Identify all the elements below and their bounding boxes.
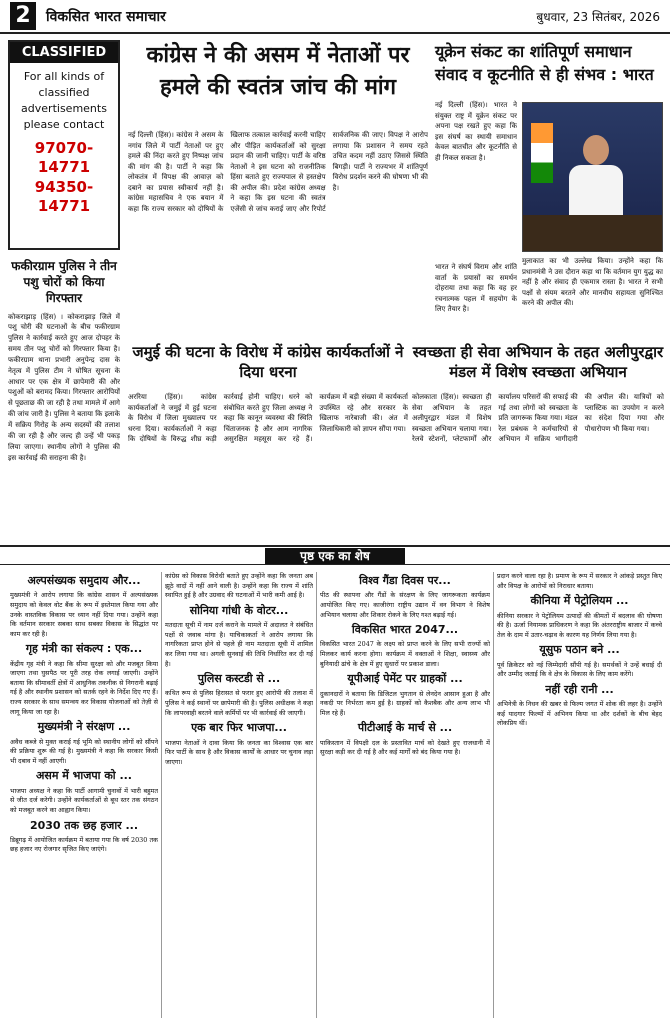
column-heading: विकसित भारत 2047...: [351, 623, 459, 637]
desk-shape: [523, 215, 663, 251]
column-heading: विश्व गैंडा दिवस पर...: [359, 574, 451, 587]
column-heading: नहीं रही रानी ...: [545, 682, 614, 696]
column-heading: पीटीआई के मार्च से ...: [357, 721, 453, 735]
page-number: 2: [10, 2, 36, 30]
column-rule: [316, 572, 317, 1018]
masthead: [0, 0, 670, 34]
paper-name: विकसित भारत समाचार: [46, 9, 166, 25]
column-text: दुकानदारों ने बताया कि डिजिटल भुगतान से लेनदेन आसान हुआ है और नकदी पर निर्भरता कम हुई है। ग्राहकों को कैशबैक और अन्य लाभ भी मिल रहे हैं।: [320, 689, 490, 717]
column-text: अभिनेत्री के निधन की खबर से फिल्म जगत में शोक की लहर है। उन्होंने कई यादगार फिल्मों में अभिनय किया था और दर्शकों के बीच बेहद लोकप्रिय थीं।: [497, 700, 662, 728]
flag-image: [531, 123, 553, 183]
classified-body: For all kinds of classified advertisements please contact: [21, 70, 107, 131]
classified-phone-1: 97070-14771: [34, 138, 94, 177]
column-rule: [161, 572, 162, 1018]
classified-title: CLASSIFIED: [10, 42, 118, 63]
column-text: पूर्व क्रिकेटर को नई जिम्मेदारी सौंपी गई है। समर्थकों ने उन्हें बधाई दी और उम्मीद जताई कि वे क्षेत्र के विकास के लिए काम करेंगे।: [497, 660, 662, 679]
column-heading: यूपीआई पेमेंट पर ग्राहकों ...: [347, 672, 463, 686]
column-text: कीनिया सरकार ने पेट्रोलियम उत्पादों की कीमतों में बदलाव की घोषणा की है। ऊर्जा नियामक प्राधिकरण ने कहा कि अंतरराष्ट्रीय बाजार में कच्चे तेल के दाम में उतार-चढ़ाव के कारण यह निर्णय लिया गया है।: [497, 611, 662, 639]
column-text: कथित रूप से पुलिस हिरासत से फरार हुए आरोपी की तलाश में पुलिस ने कई स्थानों पर छापेमारी की है। पुलिस अधीक्षक ने कहा कि लापरवाही बरतने वाले कर्मियों पर भी कार्रवाई की जाएगी।: [165, 689, 313, 717]
column-text: मतदाता सूची में नाम दर्ज कराने के मामले में अदालत ने संबंधित पक्षों से जवाब मांगा है। याचिकाकर्ता ने आरोप लगाया कि नागरिकता प्राप्त होने से पहले ही नाम मतदाता सूची में शामिल कर लिया गया था। अगली सुनवाई की तिथि निर्धारित कर दी गई है।: [165, 621, 313, 668]
column-heading: गृह मंत्री का संकल्प : एक...: [25, 642, 143, 656]
column-heading: यूसुफ पठान बने ...: [539, 643, 620, 657]
ukraine-tail: भारत ने संघर्ष विराम और शांति वार्ता के प्रयासों का समर्थन दोहराया तथा कहा कि वह हर रचनात्मक पहल में सहयोग के लिए तैयार है।: [435, 263, 517, 313]
column-heading: असम में भाजपा को ...: [36, 769, 132, 783]
classified-box: [8, 40, 120, 250]
section-bar: [0, 545, 670, 565]
continuation-column-2: [165, 572, 313, 1018]
column-text: भाजपा अध्यक्ष ने कहा कि पार्टी आगामी चुनावों में भारी बहुमत से जीत दर्ज करेगी। उन्होंने कार्यकर्ताओं से बूथ स्तर तक संगठन को मजबूत करने का आह्वान किया।: [10, 786, 158, 814]
ukraine-headline: यूक्रेन संकट का शांतिपूर्ण समाधान संवाद व कूटनीति से ही संभव : भारत: [435, 42, 654, 85]
ukraine-body-continued: मुलाकात का भी उल्लेख किया। उन्होंने कहा कि प्रधानमंत्री ने उस दौरान कहा था कि वर्तमान युग युद्ध का नहीं है और संवाद ही एकमात्र रास्ता है। भारत ने सभी पक्षों से संयम बरतने और मानवीय सहायता सुनिश्चित करने की अपील की।: [522, 257, 663, 307]
column-heading: पुलिस कस्टडी से ...: [197, 672, 281, 686]
column-text: प्रदान करने वाला रहा है। प्रमाण के रूप में सरकार ने आंकड़े प्रस्तुत किए और विपक्ष के आरोपों को निराधार बताया।: [497, 572, 662, 590]
lead-headline: कांग्रेस ने की असम में नेताओं पर हमले की स्वतंत्र जांच की मांग: [146, 43, 410, 100]
column-heading: एक बार फिर भाजपा...: [191, 721, 287, 735]
ukraine-photo: [522, 102, 663, 252]
issue-date: बुधवार, 23 सितंबर, 2026: [536, 10, 660, 24]
swachhata-headline: स्वच्छता ही सेवा अभियान के तहत अलीपुरद्वार मंडल में विशेष स्वच्छता अभियान: [412, 343, 664, 382]
column-text: भाजपा नेताओं ने दावा किया कि जनता का विश्वास एक बार फिर पार्टी के साथ है और विकास कार्यों के आधार पर चुनाव लड़ा जाएगा।: [165, 738, 313, 766]
jamui-body: अररिया (हिंस)। कांग्रेस कार्यकर्ताओं ने जमुई में हुई घटना के विरोध में जिला मुख्यालय पर धरना दिया। कार्यकर्ताओं ने कहा कि दोषियों के विरुद्ध शीघ्र कड़ी कार्रवाई होनी चाहिए। धरने को संबोधित करते हुए जिला अध्यक्ष ने कहा कि कानून व्यवस्था की स्थिति चिंताजनक है और आम नागरिक असुरक्षित महसूस कर रहे हैं। कार्यक्रम में बड़ी संख्या में कार्यकर्ता उपस्थित रहे और सरकार के खिलाफ नारेबाजी की। अंत में जिलाधिकारी को ज्ञापन सौंपा गया।: [128, 393, 408, 443]
column-heading: अल्पसंख्यक समुदाय और...: [27, 574, 141, 587]
column-heading: मुख्यमंत्री ने संरक्षण ...: [37, 720, 131, 734]
classified-phone-2: 94350-14771: [34, 177, 94, 216]
jamui-headline: जमुई की घटना के विरोध में कांग्रेस कार्यकर्ताओं ने दिया धरना: [132, 343, 404, 382]
side-story-body: कोकराझाड़ (हिंस) । कोकराझाड़ जिले में पशु चोरी की घटनाओं के बीच फकीरग्राम पुलिस ने कार्रवाई करते हुए आज दोपहर के समय तीन पशु चोरों को गिरफ्तार किया है। फकीरग्राम थाना प्रभारी अनुपेन्द्र दास के नेतृत्व में पुलिस टीम ने घोषित सूचना के आधार पर एक क्षेत्र में छापेमारी की और पशुओं को बरामद किया। गिरफ्तार आरोपियों से पूछताछ की जा रही है तथा मामले में आगे की जांच जारी है। पुलिस ने बताया कि इलाके में सक्रिय गिरोह के अन्य सदस्यों की तलाश की जा रही है और जल्द ही उन्हें भी पकड़ लिया जाएगा। स्थानीय लोगों ने पुलिस की इस कार्रवाई की सराहना की है।: [8, 312, 120, 462]
column-text: डिब्रूगढ़ में आयोजित कार्यक्रम में बताया गया कि वर्ष 2030 तक छह हजार नए रोजगार सृजित किए जाएंगे।: [10, 835, 158, 854]
continuation-column-3: [320, 572, 490, 1018]
lead-body: नई दिल्ली (हिंस)। कांग्रेस ने असम के नगांव जिले में पार्टी नेताओं पर हुए हमले की निंदा करते हुए निष्पक्ष जांच की मांग की है। पार्टी ने कहा कि लोकतंत्र में विपक्ष की आवाज़ को दबाने का प्रयास स्वीकार्य नहीं है। कांग्रेस महासचिव ने एक बयान में कहा कि राज्य सरकार को दोषियों के खिलाफ तत्काल कार्रवाई करनी चाहिए और पीड़ित कार्यकर्ताओं को सुरक्षा प्रदान की जानी चाहिए। पार्टी के वरिष्ठ नेताओं ने इस घटना को राजनीतिक हिंसा बताते हुए राज्यपाल से हस्तक्षेप की अपील की। प्रदेश कांग्रेस अध्यक्ष ने कहा कि इस घटना की स्वतंत्र एजेंसी से जांच कराई जाए और रिपोर्ट सार्वजनिक की जाए। विपक्ष ने आरोप लगाया कि प्रशासन ने समय रहते उचित कदम नहीं उठाए जिससे स्थिति बिगड़ी। पार्टी ने राज्यभर में शांतिपूर्ण विरोध प्रदर्शन करने की घोषणा भी की है।: [128, 131, 428, 213]
column-text: पीठ की स्थापना और गैंडों के संरक्षण के लिए जागरूकता कार्यक्रम आयोजित किए गए। काजीरंगा राष्ट्रीय उद्यान में वन विभाग ने विशेष अभियान चलाया और शिकार रोकने के लिए गश्त बढ़ाई गई।: [320, 591, 490, 619]
column-text: केंद्रीय गृह मंत्री ने कहा कि सीमा सुरक्षा को और मजबूत किया जाएगा तथा घुसपैठ पर पूरी तरह रोक लगाई जाएगी। उन्होंने बताया कि सीमावर्ती क्षेत्रों में आधुनिक तकनीक से निगरानी बढ़ाई गई है और स्थानीय प्रशासन को सतर्क रहने के निर्देश दिए गए हैं। राज्य सरकार के साथ समन्वय कर विकास योजनाओं को तेज़ी से लागू किया जा रहा है।: [10, 659, 158, 716]
continuation-column-1: [10, 572, 158, 1018]
ukraine-body: नई दिल्ली (हिंस)। भारत ने संयुक्त राष्ट्र में यूक्रेन संकट पर अपना पक्ष रखते हुए कहा कि इस संघर्ष का स्थायी समाधान केवल बातचीत और कूटनीति से ही निकल सकता है।: [435, 101, 517, 162]
column-heading: सोनिया गांधी के वोटर...: [189, 603, 289, 617]
continuation-column-4: [497, 572, 662, 1018]
column-heading: 2030 तक छह हजार ...: [29, 818, 139, 832]
column-rule: [493, 572, 494, 1018]
column-heading: कीनिया में पेट्रोलियम ...: [530, 594, 629, 608]
side-story-headline: फकीरग्राम पुलिस ने तीन पशु चोरों को किया गिरफ्तार: [11, 259, 117, 306]
column-text: पाकिस्तान में विपक्षी दल के प्रस्तावित मार्च को देखते हुए राजधानी में सुरक्षा कड़ी कर दी गई है और कई मार्गों को बंद किया गया है।: [320, 738, 490, 757]
column-text: अवैध कब्जे से मुक्त कराई गई भूमि को स्थानीय लोगों को सौंपने की प्रक्रिया शुरू की गई है। मुख्यमंत्री ने कहा कि सरकार किसी भी दबाव में नहीं आएगी।: [10, 737, 158, 765]
column-text: विकसित भारत 2047 के लक्ष्य को प्राप्त करने के लिए सभी राज्यों को मिलकर कार्य करना होगा। कार्यक्रम में वक्ताओं ने शिक्षा, स्वास्थ्य और बुनियादी ढांचे के क्षेत्र में हुए सुधारों पर प्रकाश डाला।: [320, 640, 490, 668]
column-text: मुख्यमंत्री ने आरोप लगाया कि कांग्रेस शासन में अल्पसंख्यक समुदाय को केवल वोट बैंक के रूप में इस्तेमाल किया गया और उनके वास्तविक विकास पर ध्यान नहीं दिया गया। उन्होंने कहा कि वर्तमान सरकार सबका साथ सबका विकास के सिद्धांत पर काम कर रही है।: [10, 591, 158, 638]
column-text: कांग्रेस को विकास विरोधी बताते हुए उन्होंने कहा कि जनता अब झूठे वादों में नहीं आने वाली है। उन्होंने कहा कि राज्य में शांति स्थापित हुई है और उग्रवाद की घटनाओं में भारी कमी आई है।: [165, 572, 313, 600]
section-label: पृष्ठ एक का शेष: [265, 548, 405, 564]
swachhata-body: कोलकाता (हिंस)। स्वच्छता ही सेवा अभियान के तहत अलीपुरद्वार मंडल में विशेष स्वच्छता अभियान चलाया गया। रेलवे स्टेशनों, प्लेटफार्मों और कार्यालय परिसरों की सफाई की गई तथा लोगों को स्वच्छता के प्रति जागरूक किया गया। मंडल रेल प्रबंधक ने कर्मचारियों से अभियान में सक्रिय भागीदारी की अपील की। यात्रियों को प्लास्टिक का उपयोग न करने का संदेश दिया गया और पौधारोपण भी किया गया।: [412, 393, 664, 443]
